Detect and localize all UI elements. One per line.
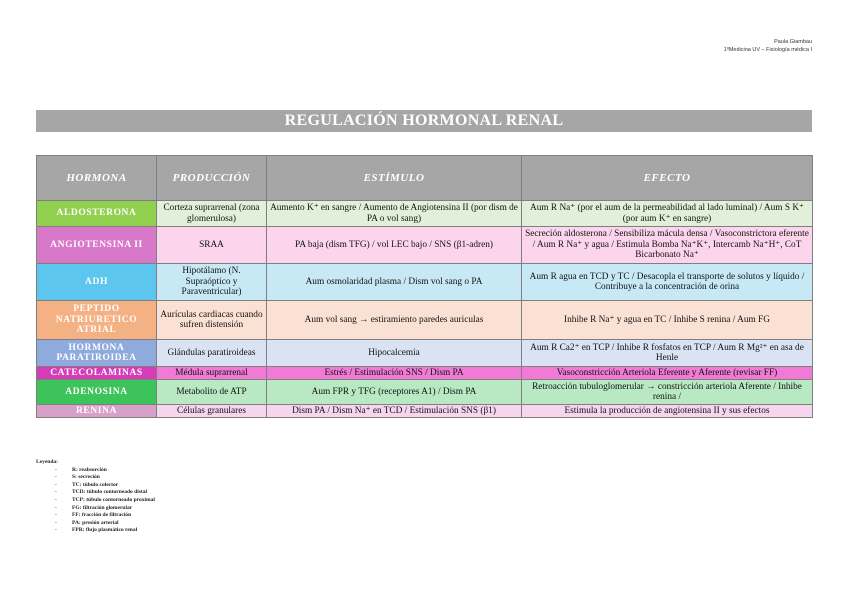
cell-estimulo: Aum osmolaridad plasma / Dism vol sang o PA xyxy=(267,264,522,301)
table-header-row xyxy=(37,156,813,201)
legend-item: - TCP: túbulo contorneado proximal xyxy=(55,496,155,503)
header-produccion: PRODUCCIÓN xyxy=(157,156,267,201)
header-efecto: EFECTO xyxy=(522,156,813,201)
cell-produccion: Metabolito de ATP xyxy=(157,380,267,405)
cell-efecto: Aum R Na⁺ (por el aum de la permeabilidad al lado luminal) / Aum S K⁺ (por aum K⁺ en sangre) xyxy=(522,201,813,227)
cell-produccion: Células granulares xyxy=(157,405,267,418)
cell-efecto: Inhibe R Na⁺ y agua en TC / Inhibe S renina / Aum FG xyxy=(522,301,813,340)
legend xyxy=(36,459,155,535)
table-row-hormona-paratiroidea xyxy=(37,340,813,367)
table-row-catecolaminas xyxy=(37,367,813,380)
cell-efecto: Aum R Ca2⁺ en TCP / Inhibe R fosfatos en TCP / Aum R Mg²⁺ en asa de Henle xyxy=(522,340,813,367)
table-row-peptido-natriuretico xyxy=(37,301,813,340)
cell-efecto: Secreción aldosterona / Sensibiliza mácula densa / Vasoconstrictora eferente / Aum R Na⁺ y agua / Estimula Bomba Na⁺K⁺, Intercamb Na⁺H⁺, CoT Bicarbonato Na⁺ xyxy=(522,227,813,264)
legend-item: - TC: túbulo colector xyxy=(55,481,119,488)
table-row-angiotensina xyxy=(37,227,813,264)
legend-item: - S: secreción xyxy=(55,474,100,481)
author-name: Paula Giambau xyxy=(774,39,812,45)
legend-item: - FF: fracción de filtración xyxy=(55,512,132,519)
author-course: 1ºMedicina UV – Fisiología médica I xyxy=(723,47,812,53)
page-title: REGULACIÓN HORMONAL RENAL xyxy=(36,110,812,132)
header-estimulo: ESTÍMULO xyxy=(267,156,522,201)
table-row-aldosterona xyxy=(37,201,813,227)
cell-produccion: SRAA xyxy=(157,227,267,264)
hormone-table xyxy=(36,155,813,418)
cell-produccion: Corteza suprarrenal (zona glomerulosa) xyxy=(157,201,267,227)
table-row-renina xyxy=(37,405,813,418)
legend-list xyxy=(36,467,155,535)
header-hormona: HORMONA xyxy=(37,156,157,201)
cell-efecto: Vasoconstricción Arteriola Eferente y Aferente (revisar FF) xyxy=(522,367,813,380)
cell-estimulo: Aum FPR y TFG (receptores A1) / Dism PA xyxy=(267,380,522,405)
cell-estimulo: Aumento K⁺ en sangre / Aumento de Angiotensina II (por dism de PA o vol sang) xyxy=(267,201,522,227)
cell-efecto: Retroacción tubuloglomerular → constricción arteriola Aferente / Inhibe renina / xyxy=(522,380,813,405)
cell-produccion: Aurículas cardiacas cuando sufren distensión xyxy=(157,301,267,340)
cell-estimulo: Hipocalcemia xyxy=(267,340,522,367)
cell-estimulo: Estrés / Estimulación SNS / Dism PA xyxy=(267,367,522,380)
cell-hormona: ALDOSTERONA xyxy=(37,201,157,227)
cell-produccion: Médula suprarrenal xyxy=(157,367,267,380)
cell-estimulo: PA baja (dism TFG) / vol LEC bajo / SNS (β1-adren) xyxy=(267,227,522,264)
cell-produccion: Hipotálamo (N. Supraóptico y Paraventricular) xyxy=(157,264,267,301)
cell-hormona: RENINA xyxy=(37,405,157,418)
cell-hormona: ANGIOTENSINA II xyxy=(37,227,157,264)
cell-hormona: ADH xyxy=(37,264,157,301)
table-row-adenosina xyxy=(37,380,813,405)
legend-title: Leyenda: xyxy=(36,459,58,465)
cell-hormona: CATECOLAMINAS xyxy=(37,367,157,380)
legend-item: - PA: presión arterial xyxy=(55,519,119,526)
cell-estimulo: Aum vol sang → estiramiento paredes auriculas xyxy=(267,301,522,340)
cell-efecto: Aum R agua en TCD y TC / Desacopla el transporte de solutos y líquido / Contribuye a la concentración de orina xyxy=(522,264,813,301)
cell-hormona: PEPTIDO NATRIURETICO ATRIAL xyxy=(37,301,157,340)
cell-produccion: Glándulas paratiroideas xyxy=(157,340,267,367)
cell-hormona: ADENOSINA xyxy=(37,380,157,405)
legend-item: - FPR: flujo plasmático renal xyxy=(55,527,138,534)
author-info xyxy=(724,38,812,54)
legend-item: - FG: filtración glomerular xyxy=(55,504,133,511)
legend-item: - R: reabsorción xyxy=(55,466,107,473)
cell-estimulo: Dism PA / Dism Na⁺ en TCD / Estimulación SNS (β1) xyxy=(267,405,522,418)
cell-efecto: Estimula la producción de angiotensina II y sus efectos xyxy=(522,405,813,418)
table-row-adh xyxy=(37,264,813,301)
cell-hormona: HORMONA PARATIROIDEA xyxy=(37,340,157,367)
legend-item: - TCD: túbulo contorneado distal xyxy=(55,489,148,496)
